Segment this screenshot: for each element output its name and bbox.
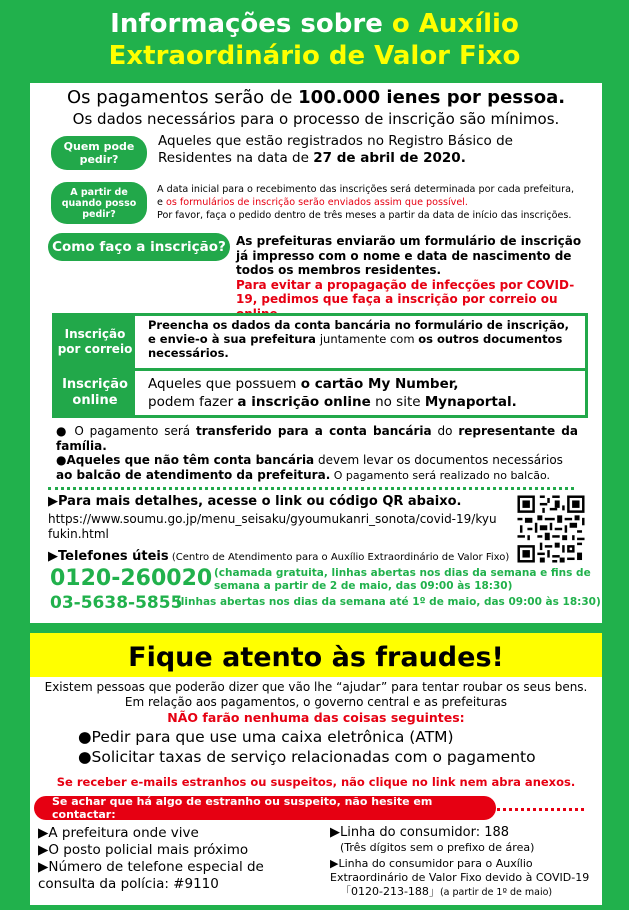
note1d: representante da família. bbox=[56, 424, 578, 453]
phones-title: ▶Telefones úteis bbox=[48, 549, 169, 564]
title-part: Informações sobre bbox=[110, 9, 392, 39]
fraud-items bbox=[78, 727, 588, 767]
title-highlight: o Auxílio bbox=[391, 9, 519, 39]
intro-text: Os pagamentos serão de bbox=[66, 87, 299, 108]
note2c: ao balcão de atendimento da prefeitura. bbox=[56, 467, 331, 482]
fraud-line1: Existem pessoas que poderão dizer que vão lhe “ajudar” para tentar roubar os seus bens. bbox=[44, 680, 588, 694]
note1a: ● O pagamento será bbox=[56, 424, 196, 438]
when-line3: Por favor, faça o pedido dentro de três meses a partir da data de início das inscrições. bbox=[157, 210, 572, 221]
mail-text-a: Preencha os dados da conta bancária no formulário de inscrição, e envie-o à sua prefeitura bbox=[148, 318, 570, 346]
when-line2b: os formulários de inscrição serão enviados assim que possível. bbox=[165, 197, 468, 208]
fraud-warning: Se receber e-mails estranhos ou suspeitos, não clique no link nem abra anexos. bbox=[56, 775, 576, 789]
online-l2d: Mynaportal. bbox=[424, 394, 517, 410]
consumer-line-covid-date: (a partir de 1º de maio) bbox=[439, 887, 553, 898]
mail-text bbox=[148, 318, 578, 360]
when-line2a: e bbox=[157, 197, 166, 208]
note2b: devem levar os documentos necessários bbox=[314, 453, 563, 467]
how-text-main: As prefeituras enviarão um formulário de inscrição já impresso com o nome e data de nascimento de todos os membros residentes. bbox=[236, 234, 582, 277]
fraud-line3: NÃO farão nenhuma das coisas seguintes: bbox=[167, 710, 465, 725]
consumer-line-note: (Três dígitos sem o prefixo de área) bbox=[340, 841, 535, 854]
online-l1a: Aqueles que possuem bbox=[148, 376, 301, 392]
phone2-note: (linhas abertas nos dias da semana até 1º de maio, das 09:00 às 18:30) bbox=[176, 596, 601, 608]
note2d: O pagamento será realizado no balcão. bbox=[330, 468, 551, 482]
how-text-red: Para evitar a propagação de infecções por COVID-19, pedimos que faça a inscrição por correio ou bbox=[236, 277, 575, 306]
phones-subtitle: (Centro de Atendimento para o Auxílio Extraordinário de Valor Fixo) bbox=[168, 552, 510, 563]
fraud-intro bbox=[30, 680, 602, 725]
intro-line1 bbox=[30, 87, 602, 109]
consumer-line-covid-number: 「0120-213-188」 bbox=[340, 885, 440, 898]
mail-text-c: os outros documentos necessários. bbox=[148, 332, 563, 360]
consumer-line: ▶Linha do consumidor: 188 bbox=[330, 825, 510, 840]
who-text-main: Aqueles que estão registrados no Registro Básico de Residentes na data de bbox=[158, 133, 513, 166]
phone2[interactable]: 03-5638-5855 bbox=[50, 593, 183, 613]
contact-police-phone: ▶Número de telefone especial de consulta da polícia: #9110 bbox=[38, 859, 264, 892]
who-text bbox=[158, 133, 588, 167]
phone1[interactable]: 0120-260020 bbox=[50, 566, 213, 591]
who-date: 27 de abril de 2020. bbox=[313, 150, 466, 166]
mail-label: Inscrição por correio bbox=[55, 316, 135, 368]
when-label: A partir de quando posso pedir? bbox=[51, 182, 147, 224]
phone1-note: (chamada gratuita, linhas abertas nos dias da semana e fins de semana a partir de 2 de maio, das 09:00 às 18:30) bbox=[214, 567, 591, 592]
page-title bbox=[0, 8, 629, 72]
divider bbox=[48, 487, 574, 490]
online-text bbox=[148, 375, 578, 411]
online-l2c: no site bbox=[370, 394, 425, 410]
online-l2b: a inscrição online bbox=[237, 394, 371, 410]
note2a: ●Aqueles que não têm conta bancária bbox=[56, 453, 315, 467]
how-label: Como faço a inscrição? bbox=[48, 233, 230, 261]
contact-left bbox=[38, 825, 323, 893]
who-label: Quem pode pedir? bbox=[51, 136, 147, 170]
notes bbox=[56, 424, 578, 483]
fraud-line2: Em relação aos pagamentos, o governo central e as prefeituras bbox=[124, 695, 508, 709]
when-line1: A data inicial para o recebimento das inscrições será determinada por cada prefeitura, bbox=[157, 184, 574, 195]
intro-amount: 100.000 ienes por pessoa. bbox=[298, 87, 566, 108]
contact-label: Se achar que há algo de estranho ou suspeito, não hesite em contactar: bbox=[34, 796, 496, 820]
online-label: Inscrição online bbox=[55, 371, 135, 415]
phones-heading bbox=[48, 549, 588, 566]
title-line2: Extraordinário de Valor Fixo bbox=[108, 41, 521, 71]
online-l1b: o cartão My Number, bbox=[300, 376, 459, 392]
intro-line2: Os dados necessários para o processo de inscrição são mínimos. bbox=[72, 110, 560, 128]
how-text bbox=[236, 234, 594, 321]
details-heading: ▶Para mais detalhes, acesse o link ou código QR abaixo. bbox=[48, 494, 462, 509]
fraud-item2: ●Solicitar taxas de serviço relacionadas com o pagamento bbox=[78, 748, 536, 766]
fraud-heading: Fique atento às fraudes! bbox=[30, 633, 602, 677]
contact-police: ▶O posto policial mais próximo bbox=[38, 842, 249, 858]
mail-text-b: juntamente com bbox=[319, 332, 419, 346]
online-l2a: podem fazer bbox=[148, 394, 238, 410]
contact-dots bbox=[484, 808, 584, 811]
consumer-line-covid: ▶Linha do consumidor para o Auxílio Extraordinário de Valor Fixo devido à COVID-19 bbox=[330, 857, 590, 884]
details-url[interactable]: https://www.soumu.go.jp/menu_seisaku/gyoumukanri_sonota/covid-19/kyufukin.html bbox=[48, 512, 497, 541]
contact-prefecture: ▶A prefeitura onde vive bbox=[38, 825, 199, 841]
when-text bbox=[157, 183, 602, 222]
note1b: transferido para a conta bancária bbox=[195, 424, 432, 438]
contact-right bbox=[330, 825, 598, 900]
note1c: do bbox=[431, 424, 459, 438]
fraud-item1: ●Pedir para que use uma caixa eletrônica (ATM) bbox=[78, 728, 454, 746]
